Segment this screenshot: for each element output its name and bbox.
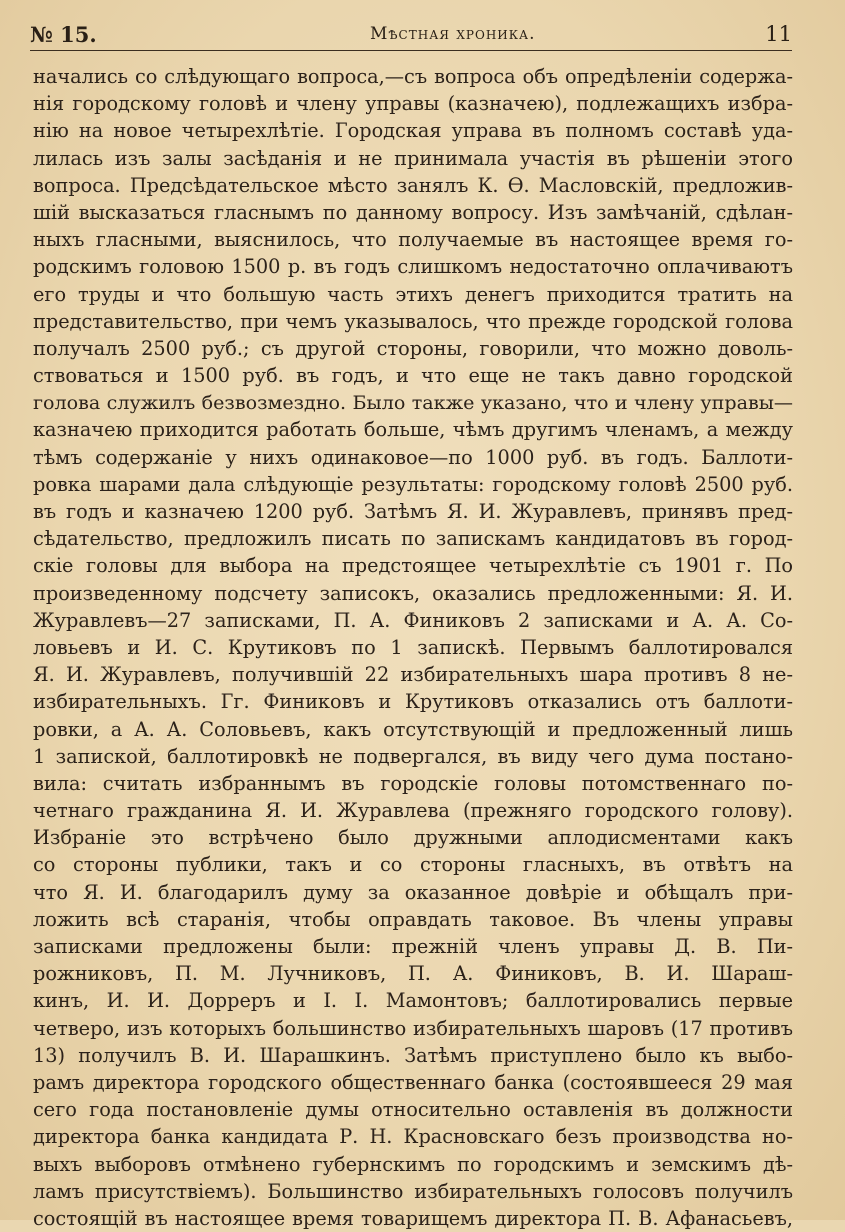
- text-line: выхъ выборовъ отмѣнено губернскимъ по городскимъ и земскимъ дѣ-: [33, 1152, 793, 1176]
- text-line: нія городскому головѣ и члену управы (казначею), подлежащихъ избра-: [33, 92, 793, 116]
- text-line: рожниковъ, П. М. Лучниковъ, П. А. Финиковъ, В. И. Шараш-: [33, 962, 793, 986]
- text-line: получалъ 2500 руб.; съ другой стороны, говорили, что можно доволь-: [33, 336, 793, 360]
- issue-number: № 15.: [30, 22, 97, 47]
- text-line: представительство, при чемъ указывалось, что прежде городской голова: [33, 309, 793, 333]
- text-line: 13) получилъ В. И. Шарашкинъ. Затѣмъ приступлено было къ выбо-: [33, 1043, 793, 1067]
- text-line: избирательныхъ. Гг. Финиковъ и Крутиковъ отказались отъ баллоти-: [33, 690, 793, 714]
- text-line: вила: считать избраннымъ въ городскіе головы потомственнаго по-: [33, 771, 793, 795]
- text-line: со стороны публики, такъ и со стороны гласныхъ, въ отвѣтъ на: [33, 853, 793, 877]
- text-line: Журавлевъ—27 записками, П. А. Финиковъ 2 записками и А. А. Со-: [33, 608, 793, 632]
- text-line: четнаго гражданина Я. И. Журавлева (прежняго городского голову).: [33, 799, 793, 823]
- text-line: что Я. И. благодарилъ думу за оказанное довѣріе и обѣщалъ при-: [33, 880, 793, 904]
- text-line: ровка шарами дала слѣдующіе результаты: городскому головѣ 2500 руб.: [33, 472, 793, 496]
- header-rule: [30, 50, 792, 51]
- text-line: шій высказаться гласнымъ по данному вопросу. Изъ замѣчаній, сдѣлан-: [33, 200, 793, 224]
- text-line: Я. И. Журавлевъ, получившій 22 избирательныхъ шара противъ 8 не-: [33, 663, 793, 687]
- text-line: записками предложены были: прежній членъ управы Д. В. Пи-: [33, 935, 793, 958]
- text-line: ламъ присутствіемъ). Большинство избирательныхъ голосовъ получилъ: [33, 1179, 793, 1203]
- section-title: Мѣстная хроника.: [370, 24, 536, 44]
- text-line: нію на новое четырехлѣтіе. Городская управа въ полномъ составѣ уда-: [33, 119, 793, 143]
- text-line: ложить всѣ старанія, чтобы оправдать таковое. Въ члены управы: [33, 907, 793, 931]
- text-line: 1 запиской, баллотировкѣ не подвергался, въ виду чего дума постано-: [33, 744, 793, 768]
- text-line: вопроса. Предсѣдательское мѣсто занялъ К. Ѳ. Масловскій, предложив-: [33, 173, 793, 197]
- body-text: [33, 63, 793, 1232]
- text-line: четверо, изъ которыхъ большинство избирательныхъ шаровъ (17 противъ: [33, 1016, 793, 1040]
- page-number: 11: [765, 22, 792, 46]
- text-line: ствоваться и 1500 руб. въ годъ, и что еще не такъ давно городской: [33, 364, 793, 388]
- text-line: скіе головы для выбора на предстоящее четырехлѣтіе съ 1901 г. По: [33, 554, 793, 578]
- text-line: ровки, а А. А. Соловьевъ, какъ отсутствующій и предложенный лишь: [33, 717, 793, 741]
- text-line: произведенному подсчету записокъ, оказались предложенными: Я. И.: [33, 581, 793, 605]
- text-line: его труды и что большую часть этихъ денегъ приходится тратить на: [33, 282, 793, 306]
- text-line: начались со слѣдующаго вопроса,—съ вопроса объ опредѣленіи содержа-: [33, 65, 793, 88]
- text-line: рамъ директора городского общественнаго банка (состоявшееся 29 мая: [33, 1070, 793, 1094]
- text-line: казначею приходится работать больше, чѣмъ другимъ членамъ, а между: [33, 418, 793, 442]
- text-line: сего года постановленіе думы относительно оставленія въ должности: [33, 1098, 793, 1122]
- text-line: состоящій въ настоящее время товарищемъ директора П. В. Афанасьевъ,: [33, 1206, 793, 1230]
- running-header: [30, 22, 792, 50]
- text-line: ныхъ гласными, выяснилось, что получаемые въ настоящее время го-: [33, 228, 793, 252]
- text-line: кинъ, И. И. Дорреръ и І. І. Мамонтовъ; баллотировались первые: [33, 989, 793, 1013]
- text-line: родскимъ головою 1500 р. въ годъ слишкомъ недостаточно оплачиваютъ: [33, 255, 793, 279]
- text-line: сѣдательство, предложилъ писать по запискамъ кандидатовъ въ город-: [33, 527, 793, 551]
- text-line: тѣмъ содержаніе у нихъ одинаковое—по 1000 руб. въ годъ. Баллоти-: [33, 445, 793, 469]
- text-line: ловьевъ и И. С. Крутиковъ по 1 запискѣ. Первымъ баллотировался: [33, 635, 793, 659]
- text-line: голова служилъ безвозмездно. Было также указано, что и члену управы—: [33, 391, 793, 415]
- text-line: лилась изъ залы засѣданія и не принимала участія въ рѣшеніи этого: [33, 146, 793, 170]
- text-line: директора банка кандидата Р. Н. Красновскаго безъ производства но-: [33, 1125, 793, 1149]
- text-line: Избраніе это встрѣчено было дружными аплодисментами какъ: [33, 826, 793, 850]
- text-line: въ годъ и казначею 1200 руб. Затѣмъ Я. И. Журавлевъ, принявъ пред-: [33, 500, 793, 523]
